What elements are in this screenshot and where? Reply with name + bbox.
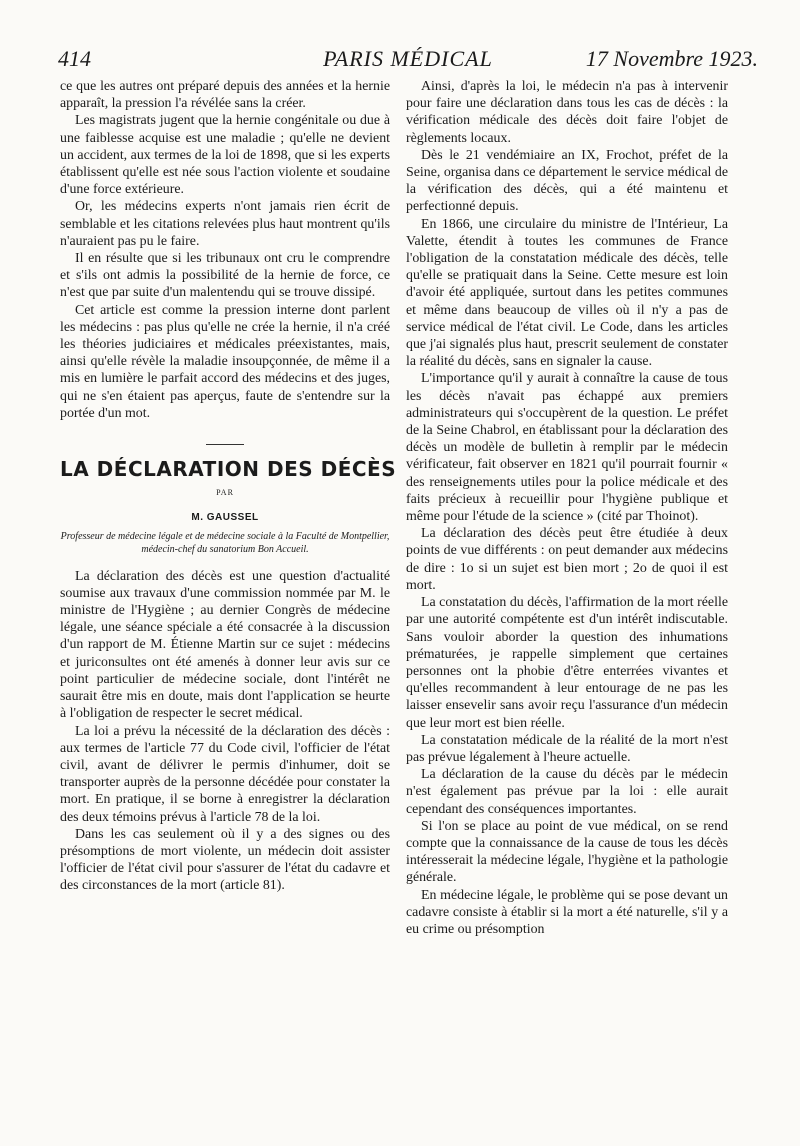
- paragraph: En 1866, une circulaire du ministre de l'Intérieur, La Valette, étendit à toutes les communes de France l'obligation de la constatation médicale des décès, telle qu'elle se pratiquait dans la Seine. Cette mesure est loin d'avoir été appliquée, surtout dans les petites communes et même dans beaucoup de villes où il n'y a pas de service médical de l'état civil. Le Code, dans les articles que j'ai signalés plus haut, prescrit seulement de constater la réalité du décès, sans en signaler la cause.: [406, 216, 728, 370]
- page-number: 414: [58, 46, 91, 71]
- journal-title: PARIS MÉDICAL: [323, 46, 493, 71]
- paragraph: La loi a prévu la nécessité de la déclaration des décès : aux termes de l'article 77 du Code civil, l'officier de l'état civil, avant de délivrer le permis d'inhumer, doit se transporter auprès de la personne décédée pour constater la mort. En pratique, il se borne à enregistrer la déclaration des deux témoins prévus à l'article 78 de la loi.: [60, 723, 390, 825]
- running-header: [58, 46, 758, 76]
- paragraph: La constatation du décès, l'affirmation de la mort réelle par une autorité compétente est d'un intérêt indiscutable. Sans vouloir aborder la question des inhumations prématurées, je rappelle simplement que certaines personnes ont la phobie d'être enterrées vivantes et qu'elles recommandent à leur entourage de ne pas les laisser ensevelir sans avoir reçu l'assurance d'un médecin que leur mort est bien réelle.: [406, 595, 728, 731]
- paragraph: La déclaration des décès est une question d'actualité soumise aux travaux d'une commission nommée par M. le ministre de l'Hygiène ; au dernier Congrès de médecine légale, une séance spéciale a été consacrée à la discussion d'un rapport de M. Étienne Martin sur ce sujet : médecins et juriconsultes ont été amenés à donner leur avis sur ce point particulier de médecine sociale, dont l'intérêt ne saurait être mis en doute, mais dont l'application se heurte à l'obligation de respecter le secret médical.: [60, 568, 390, 722]
- paragraph: La constatation médicale de la réalité de la mort n'est pas prévue légalement à l'heure actuelle.: [406, 732, 728, 765]
- author-name: M. GAUSSEL: [191, 512, 259, 524]
- paragraph: La déclaration de la cause du décès par le médecin n'est également pas prévue par la loi : elle aurait cependant des conséquences importantes.: [406, 767, 728, 817]
- paragraph: ce que les autres ont préparé depuis des années et la hernie apparaît, la pression l'a révélée sans la créer.: [60, 79, 390, 112]
- paragraph: Cet article est comme la pression interne dont parlent les médecins : pas plus qu'elle ne crée la hernie, il n'a créé les théories judiciaires et médicales préexistantes, mais, ainsi qu'elle révèle la maladie insoupçonnée, de même il a mis en lumière le parfait accord des médecins et des juges, qui ne s'en étaient pas aperçus, faute de s'entendre sur la portée d'un mot.: [60, 302, 390, 421]
- paragraph: Dans les cas seulement où il y a des signes ou des présomptions de mort violente, un médecin doit assister l'officier de l'état civil pour s'assurer de l'état du cadavre et des circonstances de la mort (article 81).: [60, 826, 390, 894]
- section-divider: [206, 444, 244, 445]
- paragraph: Si l'on se place au point de vue médical, on se rend compte que la connaissance de la cause de tous les décès intéresserait la médecine légale, l'hygiène et la pathologie générale.: [406, 818, 728, 886]
- paragraph: L'importance qu'il y aurait à connaître la cause de tous les décès n'avait pas échappé aux premiers administrateurs qui s'occupèrent de la question. Le préfet de la Seine Chabrol, en établissant pour la déclaration des décès un modèle de bulletin à remplir par le médecin vérificateur, fait observer en 1821 qu'il pourrait fournir « des renseignements utiles pour la police médicale et des faits précieux à recueillir pour l'hygiène publique et même pour l'étude de la science » (cité par Thoinot).: [406, 371, 728, 525]
- right-column: [406, 78, 728, 938]
- byline-par: PAR: [216, 488, 234, 498]
- paragraph: Les magistrats jugent que la hernie congénitale ou due à une faiblesse acquise est une maladie ; qu'elle ne devient un accident, aux termes de la loi de 1898, que si les experts établissent qu'elle est née sous l'action violente et soudaine d'une force extérieure.: [60, 113, 390, 198]
- paragraph: Dès le 21 vendémiaire an IX, Frochot, préfet de la Seine, organisa dans ce département le service médical de la vérification des décès, qui a été maintenu et perfectionné depuis.: [406, 147, 728, 215]
- paragraph: Il en résulte que si les tribunaux ont cru le comprendre et s'ils ont admis la possibilité de la hernie de force, ce n'est que par suite d'un malentendu qui se trouve dissipé.: [60, 251, 390, 301]
- paragraph: Ainsi, d'après la loi, le médecin n'a pas à intervenir pour faire une déclaration dans tous les cas de décès : la vérification médicale des décès doit faire l'objet de règlements locaux.: [406, 79, 728, 146]
- paragraph: La déclaration des décès peut être étudiée à deux points de vue différents : on peut demander aux médecins de dire : 1o si un sujet est bien mort ; 2o de quoi il est mort.: [406, 526, 728, 593]
- paragraph: Or, les médecins experts n'ont jamais rien écrit de semblable et les citations relevées plus haut montrent qu'ils n'auraient pas pu le faire.: [60, 199, 390, 249]
- issue-date: 17 Novembre 1923.: [585, 46, 758, 71]
- left-column: [60, 78, 397, 895]
- paragraph: En médecine légale, le problème qui se pose devant un cadavre consiste à établir si la mort a été naturelle, s'il y a eu crime ou présomption: [406, 887, 728, 937]
- author-affiliation: Professeur de médecine légale et de médecine sociale à la Faculté de Montpellier, médecin-chef du sanatorium Bon Accueil.: [60, 530, 390, 555]
- article-title: LA DÉCLARATION DES DÉCÈS: [60, 457, 397, 482]
